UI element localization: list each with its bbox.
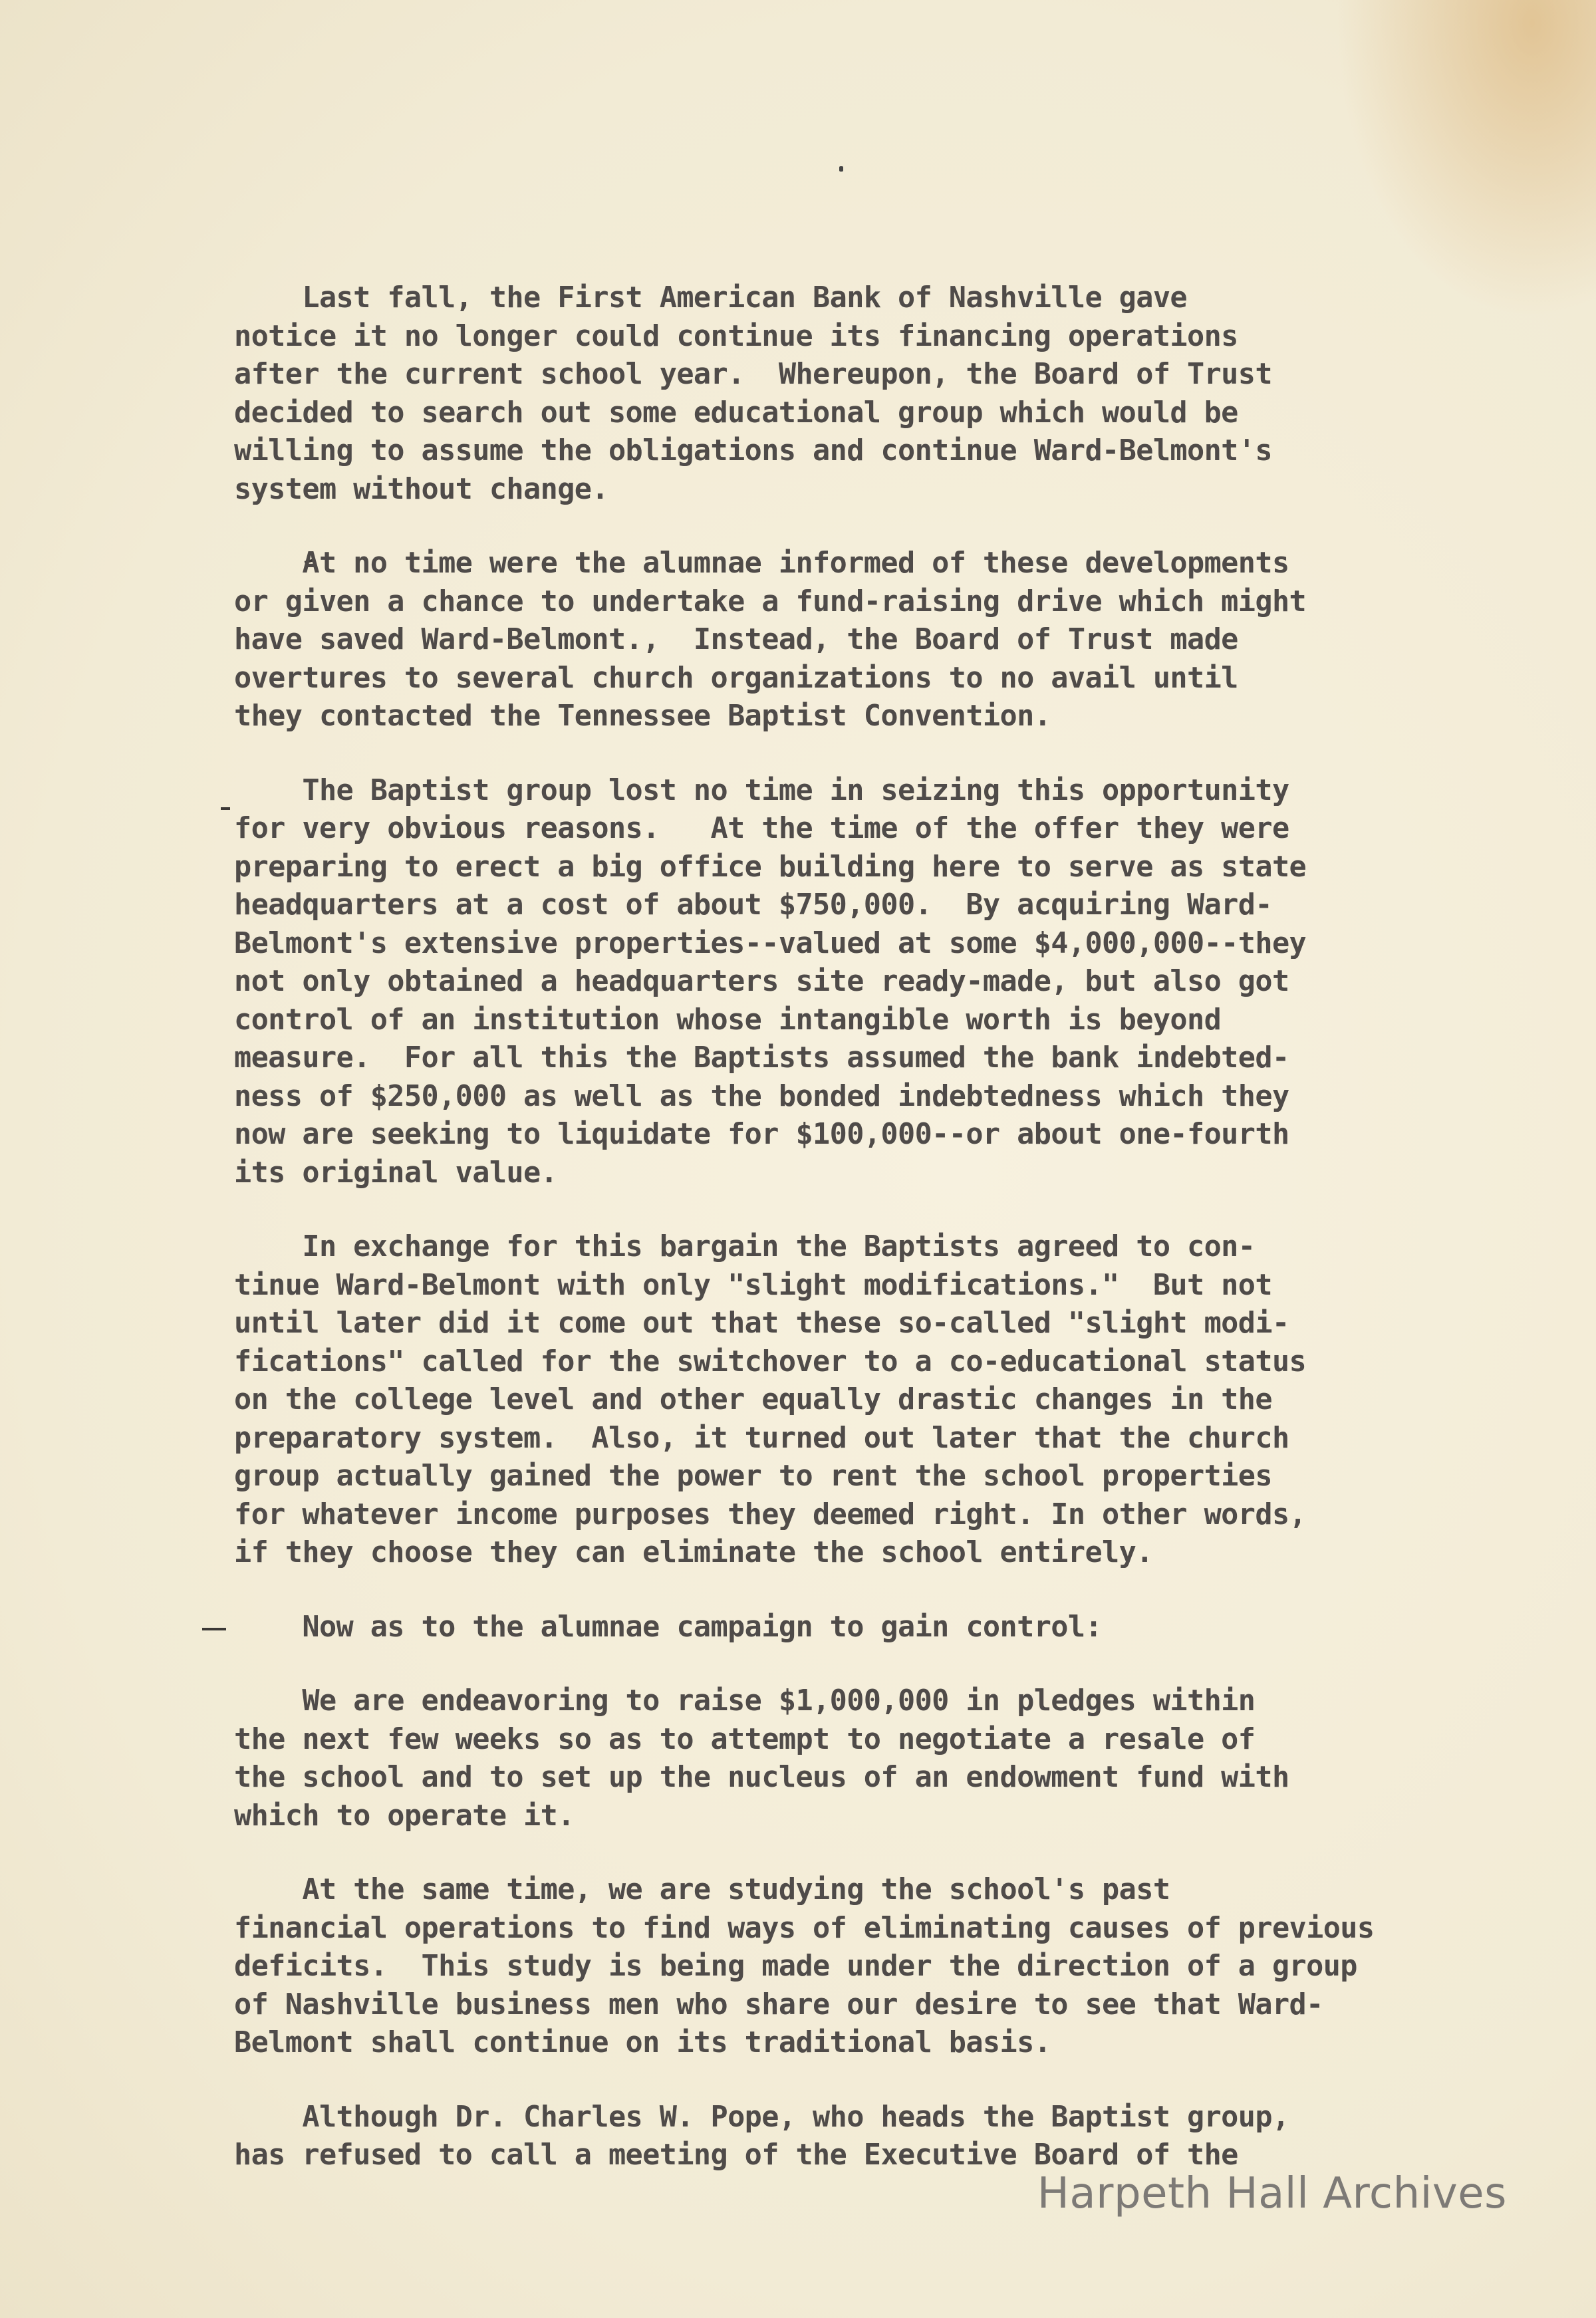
- line: or given a chance to undertake a fund-raising drive which might: [234, 584, 1307, 618]
- paragraph-2: [234, 545, 1524, 736]
- line: has refused to call a meeting of the Executive Board of the: [234, 2138, 1238, 2172]
- line: system without change.: [234, 472, 608, 506]
- line: group actually gained the power to rent the school properties: [234, 1460, 1272, 1493]
- line: after the current school year. Whereupon, the Board of Trust: [234, 358, 1272, 391]
- line: control of an institution whose intangible worth is beyond: [234, 1003, 1222, 1037]
- line: We are endeavoring to raise $1,000,000 in pledges within: [234, 1684, 1256, 1718]
- line: Last fall, the First American Bank of Nashville gave: [234, 281, 1187, 315]
- line: the next few weeks so as to attempt to negotiate a resale of: [234, 1722, 1256, 1756]
- line: preparatory system. Also, it turned out later that the church: [234, 1421, 1289, 1455]
- line: for very obvious reasons. At the time of the offer they were: [234, 812, 1289, 845]
- margin-dash-mark: [202, 1628, 226, 1630]
- archive-watermark: Harpeth Hall Archives: [1037, 2169, 1507, 2218]
- line: overtures to several church organizations to no avail until: [234, 661, 1238, 695]
- line: the school and to set up the nucleus of an endowment fund with: [234, 1761, 1289, 1794]
- line: if they choose they can eliminate the school entirely.: [234, 1536, 1153, 1569]
- line: now are seeking to liquidate for $100,000--or about one-fourth: [234, 1118, 1289, 1151]
- line: tinue Ward-Belmont with only "slight modifications." But not: [234, 1268, 1272, 1302]
- line: ness of $250,000 as well as the bonded indebtedness which they: [234, 1079, 1289, 1113]
- line: In exchange for this bargain the Baptists agreed to con-: [234, 1230, 1256, 1263]
- line: headquarters at a cost of about $750,000. By acquiring Ward-: [234, 888, 1272, 922]
- line: on the college level and other equally drastic changes in the: [234, 1383, 1272, 1416]
- line: At no time were the alumnae informed of these developments: [234, 547, 1289, 580]
- line: The Baptist group lost no time in seizing this opportunity: [234, 773, 1289, 807]
- line: Belmont's extensive properties--valued at some $4,000,000--they: [234, 926, 1307, 960]
- line: which to operate it.: [234, 1799, 575, 1833]
- paragraph-1: [234, 279, 1524, 509]
- line: At the same time, we are studying the school's past: [234, 1873, 1170, 1906]
- margin-tick-mark: [221, 807, 230, 810]
- ink-speck: [839, 166, 843, 172]
- typed-letter-body: [234, 279, 1524, 2211]
- line: have saved Ward-Belmont., Instead, the Board of Trust made: [234, 623, 1238, 656]
- line: decided to search out some educational group which would be: [234, 396, 1238, 430]
- line: of Nashville business men who share our desire to see that Ward-: [234, 1988, 1323, 2021]
- line: fications" called for the switchover to a co-educational status: [234, 1345, 1307, 1378]
- line: notice it no longer could continue its financing operations: [234, 319, 1238, 353]
- line: financial operations to find ways of eliminating causes of previous: [234, 1911, 1375, 1945]
- line: preparing to erect a big office building here to serve as state: [234, 850, 1307, 884]
- faint-bleed-through: [1510, 61, 1523, 88]
- line: not only obtained a headquarters site ready-made, but also got: [234, 965, 1289, 998]
- paragraph-6: [234, 1682, 1524, 1835]
- line: Now as to the alumnae campaign to gain control:: [234, 1610, 1103, 1644]
- line: its original value.: [234, 1156, 558, 1190]
- paragraph-8: [234, 2099, 1524, 2175]
- paragraph-4: [234, 1228, 1524, 1573]
- line: deficits. This study is being made under the direction of a group: [234, 1950, 1357, 1983]
- line: they contacted the Tennessee Baptist Convention.: [234, 700, 1051, 733]
- paragraph-7: [234, 1871, 1524, 2063]
- line: Although Dr. Charles W. Pope, who heads the Baptist group,: [234, 2100, 1289, 2134]
- line: for whatever income purposes they deemed right. In other words,: [234, 1497, 1307, 1531]
- paragraph-3: [234, 772, 1524, 1193]
- line: until later did it come out that these so-called "slight modi-: [234, 1307, 1289, 1340]
- line: willing to assume the obligations and continue Ward-Belmont's: [234, 434, 1272, 467]
- paragraph-5: [234, 1609, 1524, 1647]
- line: Belmont shall continue on its traditional basis.: [234, 2026, 1051, 2059]
- line: measure. For all this the Baptists assumed the bank indebted-: [234, 1041, 1289, 1075]
